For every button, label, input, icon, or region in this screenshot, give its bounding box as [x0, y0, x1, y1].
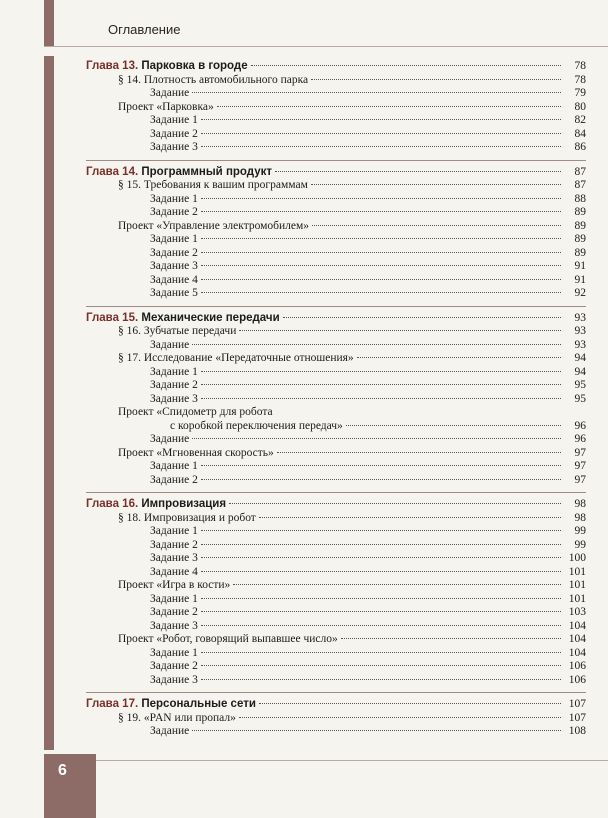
entry-page: 101: [568, 579, 586, 591]
entry-page: 79: [574, 87, 586, 99]
dot-leader: [277, 451, 561, 453]
entry-page: 80: [574, 100, 586, 113]
dot-leader: [341, 637, 561, 639]
toc-entry[interactable]: [86, 352, 586, 366]
chapter-heading: [86, 60, 248, 74]
chapter-separator: [86, 692, 586, 693]
toc-entry[interactable]: [86, 114, 586, 128]
page-number: 6: [58, 762, 67, 779]
dot-leader: [201, 556, 561, 558]
entry-label: Задание 1: [150, 525, 198, 537]
entry-page: 93: [574, 338, 586, 351]
entry-page: 94: [574, 365, 586, 378]
chapter-heading: [86, 498, 226, 512]
toc-entry[interactable]: [86, 660, 586, 674]
entry-page: 96: [574, 433, 586, 445]
dot-leader: [192, 343, 561, 345]
entry-page: 97: [574, 473, 586, 486]
dot-leader: [201, 678, 561, 680]
dot-leader: [201, 651, 561, 653]
dot-leader: [201, 291, 561, 293]
entry-page: 97: [574, 446, 586, 459]
chapter-separator: [86, 492, 586, 493]
entry-page: 91: [574, 260, 586, 272]
dot-leader: [357, 356, 561, 358]
entry-label: Задание 1: [150, 365, 198, 378]
toc-entry[interactable]: [86, 406, 586, 420]
entry-page: 94: [574, 352, 586, 364]
dot-leader: [201, 610, 561, 612]
table-of-contents: [86, 60, 586, 739]
toc-entry[interactable]: [86, 366, 586, 380]
entry-label: § 17. Исследование «Передаточные отношения»: [118, 352, 354, 364]
toc-entry[interactable]: [86, 552, 586, 566]
entry-page: 91: [574, 273, 586, 286]
entry-label: § 15. Требования к вашим программам: [118, 179, 308, 191]
dot-leader: [217, 105, 561, 107]
toc-entry[interactable]: [86, 101, 586, 115]
entry-page: 89: [574, 206, 586, 218]
toc-entry[interactable]: [86, 141, 586, 155]
entry-page: 78: [574, 73, 586, 86]
entry-label: § 14. Плотность автомобильного парка: [118, 73, 309, 86]
dot-leader: [275, 170, 561, 172]
chapter-number: 17.: [122, 698, 139, 710]
entry-page: 82: [574, 114, 586, 126]
dot-leader: [311, 78, 561, 80]
toc-entry[interactable]: [86, 206, 586, 220]
entry-label: Задание 1: [150, 233, 198, 245]
entry-label: § 16. Зубчатые передачи: [118, 325, 237, 337]
entry-label: Задание 2: [150, 379, 198, 391]
toc-entry[interactable]: [86, 712, 586, 726]
dot-leader: [201, 197, 561, 199]
chapter-entry[interactable]: [86, 312, 586, 326]
entry-label: Задание 3: [150, 552, 198, 564]
entry-page: 98: [574, 511, 586, 524]
entry-label: Задание 2: [150, 538, 198, 551]
entry-page: 95: [574, 379, 586, 391]
side-accent-bar: [44, 56, 54, 750]
entry-page: 92: [574, 287, 586, 299]
toc-entry[interactable]: [86, 220, 586, 234]
toc-entry[interactable]: [86, 447, 586, 461]
dot-leader: [239, 716, 561, 718]
toc-entry[interactable]: [86, 233, 586, 247]
dot-leader: [201, 370, 561, 372]
entry-page: 101: [568, 592, 586, 605]
dot-leader: [283, 316, 561, 318]
entry-label: Задание 1: [150, 592, 198, 605]
dot-leader: [233, 583, 561, 585]
dot-leader: [201, 543, 561, 545]
entry-page: 106: [568, 673, 586, 686]
dot-leader: [192, 437, 561, 439]
entry-label: § 19. «PAN или пропал»: [118, 711, 236, 724]
dot-leader: [192, 729, 561, 731]
toc-entry[interactable]: [86, 593, 586, 607]
toc-entry[interactable]: [86, 260, 586, 274]
entry-label: Задание 1: [150, 460, 198, 472]
toc-entry[interactable]: [86, 525, 586, 539]
chapter-number: 13.: [122, 60, 139, 72]
chapter-page: 87: [574, 165, 586, 178]
toc-entry[interactable]: [86, 128, 586, 142]
toc-entry[interactable]: [86, 539, 586, 553]
dot-leader: [201, 210, 561, 212]
dot-leader: [201, 264, 561, 266]
entry-page: 107: [568, 711, 586, 724]
dot-leader: [201, 251, 561, 253]
entry-page: 101: [568, 565, 586, 578]
entry-page: 89: [574, 219, 586, 232]
entry-label: Проект «Игра в кости»: [118, 579, 231, 591]
entry-label: Задание 4: [150, 565, 198, 578]
entry-label: Задание 3: [150, 392, 198, 405]
entry-page: 106: [568, 660, 586, 672]
entry-label: Задание 1: [150, 646, 198, 659]
entry-page: 86: [574, 141, 586, 153]
dot-leader: [251, 64, 561, 66]
dot-leader: [259, 516, 561, 518]
entry-label: Задание 2: [150, 127, 198, 140]
toc-entry[interactable]: [86, 725, 586, 739]
entry-label: § 18. Импровизация и робот: [118, 511, 256, 524]
dot-leader: [201, 118, 561, 120]
entry-page: 103: [568, 606, 586, 618]
toc-entry[interactable]: [86, 325, 586, 339]
chapter-prefix: Глава: [86, 698, 119, 710]
toc-entry[interactable]: [86, 179, 586, 193]
entry-page: 95: [574, 392, 586, 405]
dot-leader: [201, 624, 561, 626]
chapter-number: 14.: [122, 165, 139, 178]
dot-leader: [201, 529, 561, 531]
entry-label: Задание: [150, 87, 190, 99]
toc-entry[interactable]: [86, 339, 586, 353]
entry-label: Проект «Управление электромобилем»: [118, 219, 310, 232]
entry-label: Задание 2: [150, 473, 198, 486]
entry-label: Задание 1: [150, 192, 198, 205]
toc-entry[interactable]: [86, 674, 586, 688]
toc-entry[interactable]: [86, 566, 586, 580]
toc-entry[interactable]: [86, 606, 586, 620]
entry-page: 96: [574, 419, 586, 432]
chapter-heading: [86, 166, 272, 180]
chapter-number: 15.: [122, 311, 139, 324]
toc-entry[interactable]: [86, 393, 586, 407]
entry-page: 104: [568, 619, 586, 632]
chapter-prefix: Глава: [86, 311, 119, 324]
footer-rule: [96, 760, 608, 761]
entry-page: 99: [574, 538, 586, 551]
entry-page: 93: [574, 325, 586, 337]
dot-leader: [346, 424, 561, 426]
chapter-entry[interactable]: [86, 60, 586, 74]
entry-label: Задание: [150, 433, 190, 445]
dot-leader: [201, 145, 561, 147]
entry-label-continued: с коробкой переключения передач»: [170, 419, 343, 432]
entry-label: Задание 3: [150, 673, 198, 686]
entry-label: Задание 2: [150, 606, 198, 618]
entry-label: Проект «Мгновенная скорость»: [118, 446, 274, 459]
dot-leader: [192, 91, 561, 93]
toc-entry[interactable]: [86, 287, 586, 301]
entry-label: Задание 2: [150, 206, 198, 218]
entry-page: 100: [568, 552, 586, 564]
toc-entry[interactable]: [86, 247, 586, 261]
toc-entry[interactable]: [86, 433, 586, 447]
entry-page: 87: [574, 179, 586, 191]
toc-entry[interactable]: [86, 620, 586, 634]
entry-label: Задание 3: [150, 260, 198, 272]
chapter-heading: [86, 698, 256, 712]
chapter-title: Импровизация: [141, 498, 227, 510]
dot-leader: [201, 570, 561, 572]
chapter-title: Механические передачи: [141, 311, 280, 324]
toc-entry[interactable]: [86, 274, 586, 288]
chapter-separator: [86, 160, 586, 161]
chapter-title: Парковка в городе: [141, 60, 248, 72]
entry-label: Проект «Парковка»: [118, 100, 214, 113]
toc-entry[interactable]: [86, 579, 586, 593]
chapter-entry[interactable]: [86, 166, 586, 180]
dot-leader: [201, 278, 561, 280]
chapter-heading: [86, 312, 280, 326]
running-header-title: Оглавление: [108, 22, 181, 37]
dot-leader: [239, 329, 561, 331]
dot-leader: [201, 132, 561, 134]
entry-label: Задание 4: [150, 273, 198, 286]
dot-leader: [259, 702, 561, 704]
dot-leader: [201, 597, 561, 599]
entry-label: Задание 3: [150, 619, 198, 632]
entry-page: 97: [574, 460, 586, 472]
dot-leader: [201, 397, 561, 399]
chapter-page: 93: [574, 311, 586, 324]
dot-leader: [312, 224, 561, 226]
toc-entry[interactable]: [86, 193, 586, 207]
toc-entry[interactable]: [86, 474, 586, 488]
page-number-block: [44, 754, 96, 818]
chapter-page: 98: [574, 498, 586, 510]
toc-entry[interactable]: [86, 633, 586, 647]
dot-leader: [201, 478, 561, 480]
entry-page: 108: [568, 725, 586, 737]
chapter-entry[interactable]: [86, 498, 586, 512]
toc-entry[interactable]: [86, 379, 586, 393]
chapter-title: Персональные сети: [141, 698, 256, 710]
chapter-page: 107: [568, 698, 586, 710]
chapter-title: Программный продукт: [141, 165, 273, 178]
chapter-prefix: Глава: [86, 498, 119, 510]
entry-label: Проект «Робот, говорящий выпавшее число»: [118, 633, 338, 645]
entry-label: Задание 3: [150, 141, 198, 153]
chapter-entry[interactable]: [86, 698, 586, 712]
entry-label: Задание 2: [150, 660, 198, 672]
chapter-separator: [86, 306, 586, 307]
toc-entry[interactable]: [86, 647, 586, 661]
entry-label: Задание: [150, 725, 190, 737]
toc-entry[interactable]: [86, 74, 586, 88]
toc-entry[interactable]: [86, 87, 586, 101]
chapter-number: 16.: [122, 498, 139, 510]
entry-label: Задание 2: [150, 246, 198, 259]
entry-label: Задание 1: [150, 114, 198, 126]
entry-page: 89: [574, 233, 586, 245]
dot-leader: [201, 383, 561, 385]
chapter-prefix: Глава: [86, 60, 119, 72]
dot-leader: [201, 237, 561, 239]
entry-page: 88: [574, 192, 586, 205]
chapter-prefix: Глава: [86, 165, 119, 178]
dot-leader: [311, 183, 561, 185]
entry-page: 84: [574, 127, 586, 140]
toc-entry[interactable]: [86, 512, 586, 526]
entry-label: Задание: [150, 338, 190, 351]
entry-label: Проект «Спидометр для робота: [118, 406, 273, 418]
entry-page: 104: [568, 646, 586, 659]
entry-page: 89: [574, 246, 586, 259]
entry-label: Задание 5: [150, 287, 198, 299]
dot-leader: [201, 664, 561, 666]
entry-page: 99: [574, 525, 586, 537]
dot-leader: [201, 464, 561, 466]
toc-entry[interactable]: [86, 460, 586, 474]
entry-page: 104: [568, 633, 586, 645]
chapter-page: 78: [574, 60, 586, 72]
dot-leader: [229, 502, 561, 504]
toc-entry-continuation: [86, 420, 586, 434]
